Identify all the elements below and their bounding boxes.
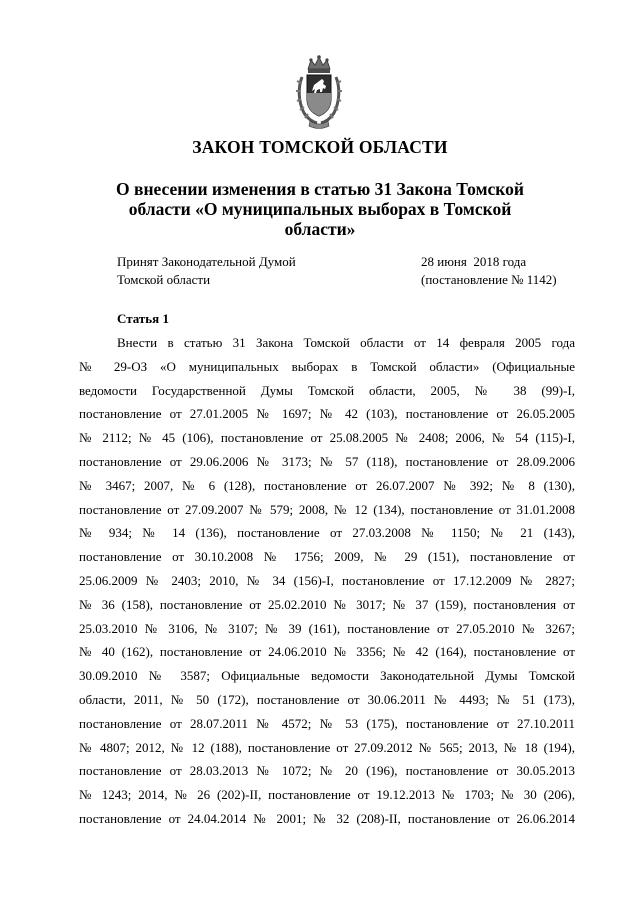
- body-line: 25.03.2010 № 3106, № 3107; № 39 (161), постановление от 27.05.2010 № 3267;: [79, 620, 575, 636]
- body-line: постановление от 28.03.2013 № 1072; № 20 (196), постановление от 30.05.2013: [79, 763, 575, 779]
- subject-line: области»: [284, 219, 356, 239]
- law-title: ЗАКОН ТОМСКОЙ ОБЛАСТИ: [192, 137, 448, 157]
- subject-line: О внесении изменения в статью 31 Закона Томской: [116, 179, 524, 199]
- body-line: № 1243; 2014, № 26 (202)-II, постановление от 19.12.2013 № 1703; № 30 (206),: [79, 787, 575, 803]
- body-line: постановление от 24.04.2014 № 2001; № 32 (208)-II, постановление от 26.06.2014: [79, 810, 575, 826]
- body-line: № 3467; 2007, № 6 (128), постановление от 26.07.2007 № 392; № 8 (130),: [79, 477, 575, 493]
- body-line: 25.06.2009 № 2403; 2010, № 34 (156)-I, постановление от 17.12.2009 № 2827;: [79, 572, 575, 588]
- body-line: постановление от 27.09.2007 № 579; 2008, № 12 (134), постановление от 31.01.2008: [79, 501, 575, 517]
- resolution-number: (постановление № 1142): [421, 272, 557, 287]
- body-line: № 4807; 2012, № 12 (188), постановление от 27.09.2012 № 565; 2013, № 18 (194),: [79, 739, 575, 755]
- adopting-body-line: Томской области: [117, 272, 211, 287]
- document-subject: [100, 179, 540, 239]
- coat-of-arms-icon: [296, 55, 342, 129]
- body-line: Внести в статью 31 Закона Томской области от 14 февраля 2005 года: [117, 335, 575, 350]
- body-line: № 36 (158), постановление от 25.02.2010 № 3017; № 37 (159), постановления от: [79, 596, 575, 612]
- adoption-details: [421, 253, 557, 289]
- body-line: постановление от 28.07.2011 № 4572; № 53 (175), постановление от 27.10.2011: [79, 715, 575, 731]
- body-line: № 40 (162), постановление от 24.06.2010 № 3356; № 42 (164), постановление от: [79, 644, 575, 660]
- body-line: ведомости Государственной Думы Томской области, 2005, № 38 (99)-I,: [79, 382, 575, 398]
- body-line: № 934; № 14 (136), постановление от 27.03.2008 № 1150; № 21 (143),: [79, 525, 575, 541]
- article-heading: Статья 1: [117, 311, 169, 326]
- subject-line: области «О муниципальных выборах в Томской: [128, 199, 512, 219]
- body-line: постановление от 29.06.2006 № 3173; № 57 (118), постановление от 28.09.2006: [79, 453, 575, 469]
- body-line: области, 2011, № 50 (172), постановление от 30.06.2011 № 4493; № 51 (173),: [79, 691, 575, 707]
- adopting-body-line: Принят Законодательной Думой: [117, 254, 296, 269]
- body-line: постановление от 27.01.2005 № 1697; № 42 (103), постановление от 26.05.2005: [79, 406, 575, 422]
- adopting-body: [117, 253, 296, 289]
- adoption-date: 28 июня 2018 года: [421, 254, 527, 269]
- body-line: постановление от 30.10.2008 № 1756; 2009, № 29 (151), постановление от: [79, 549, 575, 565]
- body-line: № 2112; № 45 (106), постановление от 25.08.2005 № 2408; 2006, № 54 (115)-I,: [79, 430, 575, 446]
- body-line: № 29-ОЗ «О муниципальных выборах в Томской области» (Официальные: [79, 358, 575, 374]
- article-body: [79, 331, 575, 831]
- body-line: 30.09.2010 № 3587; Официальные ведомости Законодательной Думы Томской: [79, 668, 575, 684]
